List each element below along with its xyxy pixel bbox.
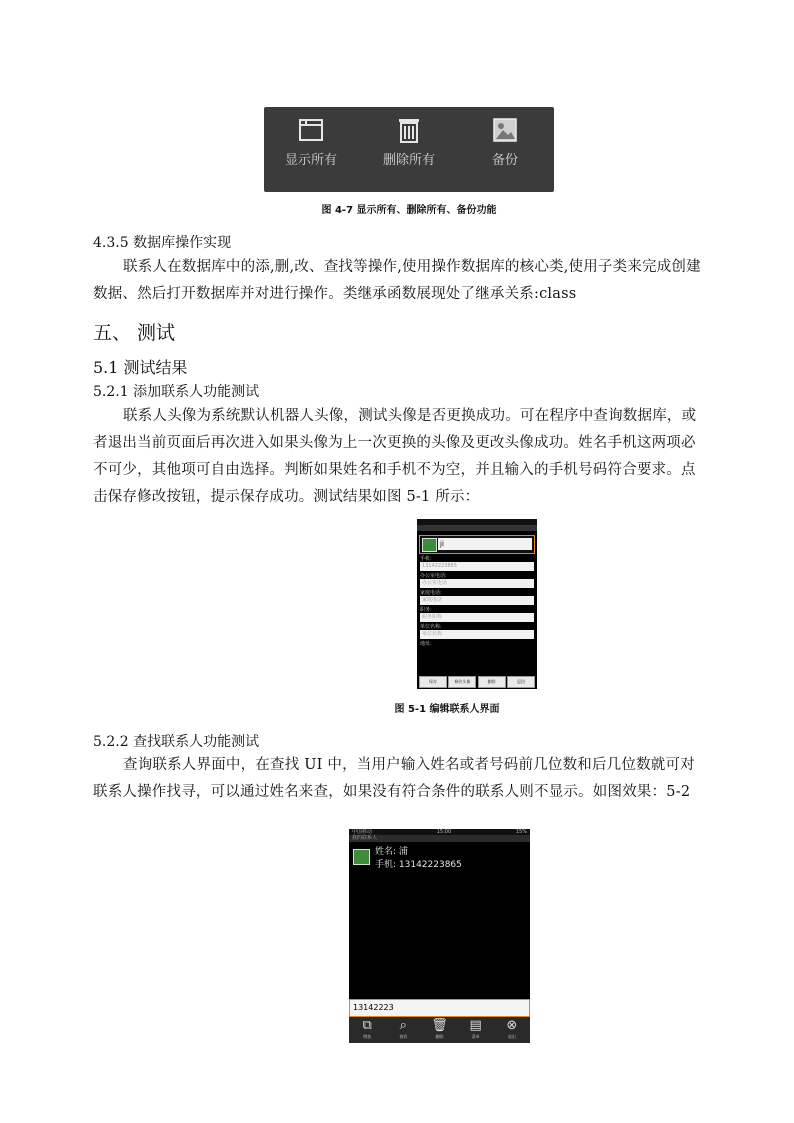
field-label: 单位名称: [420, 624, 442, 630]
name-field[interactable]: ji [438, 538, 532, 550]
figure-caption: 图 5-1 编辑联系人界面 [394, 704, 500, 715]
field-label: 地址: [420, 641, 432, 647]
job-title-field[interactable]: 职务职称 [420, 613, 534, 622]
paragraph: 查询联系人界面中，在查找 UI 中，当用户输入姓名或者号码前几位数和后几位数就可对联系人操作找寻，可以通过姓名来查，如果没有符合条件的联系人则不显示。如图效果：5-2 [93, 757, 695, 800]
search-icon: ⌕ [399, 1018, 407, 1033]
delete-all-icon [394, 115, 424, 145]
field-label: 办公室电话: [420, 573, 447, 579]
menu-label: 查找 [399, 1034, 408, 1039]
company-field[interactable]: 单位名称 [420, 630, 534, 639]
contact-list-item[interactable] [349, 842, 530, 872]
menu-icon: ▤ [469, 1018, 482, 1033]
figure-caption: 图 4-7 显示所有、删除所有、备份功能 [321, 205, 497, 216]
search-contact-screenshot [349, 829, 530, 1043]
contact-name: 姓名: 浦 [375, 847, 408, 857]
menu-menu[interactable] [461, 1017, 491, 1043]
avatar[interactable] [422, 538, 437, 552]
section-heading: 5.2.1 添加联系人功能测试 [93, 384, 260, 400]
change-avatar-button[interactable]: 修改头像 [448, 676, 476, 688]
exit-icon: ⊗ [506, 1018, 518, 1033]
menu-item-label: 备份 [491, 153, 518, 168]
bottom-menu [349, 1017, 530, 1043]
clock: 15:00 [436, 829, 452, 835]
section-heading: 5.1 测试结果 [93, 358, 188, 377]
menu-exit[interactable] [497, 1017, 527, 1043]
field-label: 手机: [420, 556, 432, 562]
avatar [353, 849, 370, 865]
paragraph: 联系人头像为系统默认机器人头像，测试头像是否更换成功。可在程序中查询数据库，或者退出当前页面后再次进入如果头像为上一次更换的头像及更改头像成功。姓名手机这两项必不可少，其他项可自由选择。判断如果姓名和手机不为空，并且输入的手机号码符合要求。点击保存修改按钮，提示保存成功。测试结果如图 5-1 所示： [93, 408, 697, 505]
field-label: 职务: [420, 607, 432, 613]
phone-field[interactable]: 13142223865 [420, 562, 534, 571]
name-row [419, 535, 535, 554]
menu-label: 菜单 [471, 1034, 480, 1039]
field-label: 家庭电话: [420, 590, 442, 596]
button-bar [419, 676, 535, 687]
office-phone-field[interactable]: 办公室电话 [420, 579, 534, 588]
edit-contact-screenshot [417, 519, 537, 689]
menu-label: 增加 [363, 1034, 372, 1039]
back-button[interactable]: 返回 [507, 676, 535, 688]
menu-item-label: 删除所有 [382, 153, 435, 168]
title-bar: 我的联系人 [349, 835, 530, 842]
backup-icon [490, 115, 520, 145]
title-bar [417, 525, 537, 531]
battery-level: 15% [515, 829, 527, 835]
show-all-icon [296, 115, 326, 145]
menu-add[interactable] [352, 1017, 382, 1043]
menu-item-show-all[interactable] [276, 115, 346, 168]
menu-item-label: 显示所有 [284, 153, 337, 168]
section-heading: 4.3.5 数据库操作实现 [93, 235, 232, 251]
menu-item-backup[interactable] [470, 115, 540, 168]
menu-search[interactable] [388, 1017, 418, 1043]
section-heading: 5.2.2 查找联系人功能测试 [93, 734, 260, 750]
home-phone-field[interactable]: 家庭电话 [420, 596, 534, 605]
add-icon: ⧉ [362, 1018, 372, 1033]
save-button[interactable]: 保存 [419, 676, 447, 688]
menu-label: 删除 [435, 1034, 444, 1039]
delete-icon: 🗑 [431, 1018, 448, 1033]
delete-button[interactable]: 删除 [478, 676, 506, 688]
menu-delete[interactable] [424, 1017, 454, 1043]
contact-phone: 手机: 13142223865 [375, 860, 462, 870]
menu-item-delete-all[interactable] [374, 115, 444, 168]
figure-4-7-menu-bar [264, 107, 554, 192]
carrier-label: 中国移动 [352, 829, 373, 835]
search-input[interactable]: 13142223 [349, 999, 530, 1017]
menu-label: 退出 [507, 1034, 516, 1039]
chapter-heading: 五、 测试 [93, 322, 176, 344]
paragraph: 联系人在数据库中的添,删,改、查找等操作,使用操作数据库的核心类,使用子类来完成创建数据、然后打开数据库并对进行操作。类继承函数展现处了继承关系:class [93, 259, 701, 302]
